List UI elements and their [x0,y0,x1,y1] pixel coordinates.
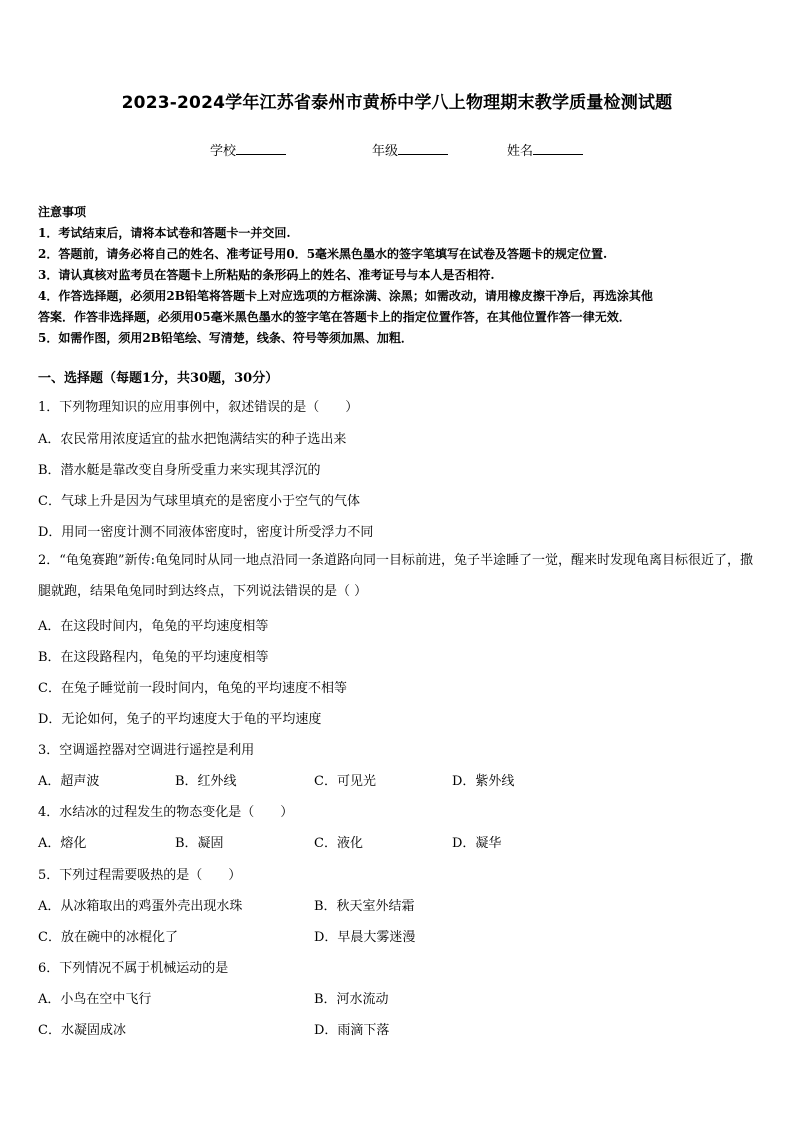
name-label: 姓名 [507,144,534,159]
question-2-stem: 2．“龟兔赛跑”新传:龟兔同时从同一地点沿同一条道路向同一目标前进，兔子半途睡了一觉，醒来时发现龟离目标很近了，撒腿就跑，结果龟兔同时到达终点，下列说法错误的是（ ） [38,553,753,599]
school-label: 学校 [210,144,237,159]
question-3-option-c: C．可见光 [314,774,376,789]
question-1-option-a: A．农民常用浓度适宜的盐水把饱满结实的种子选出来 [38,432,347,447]
notice-item: 1．考试结束后，请将本试卷和答题卡一并交回. [38,226,291,240]
notice-item: 2．答题前，请务必将自己的姓名、准考证号用0．5毫米黑色墨水的签字笔填写在试卷及答题卡的规定位置. [38,247,608,261]
question-3-stem: 3．空调遥控器对空调进行遥控是利用 [38,743,255,758]
section-heading: 一、选择题（每题1分，共30题，30分） [38,371,279,386]
grade-field[interactable] [372,140,448,159]
name-field[interactable] [507,140,583,159]
question-3-option-d: D．紫外线 [452,774,515,789]
question-2-option-c: C．在兔子睡觉前一段时间内，龟兔的平均速度不相等 [38,681,347,696]
notice-item: 5．如需作图，须用2B铅笔绘、写清楚，线条、符号等须加黑、加粗． [38,331,413,345]
school-blank [236,141,286,155]
question-2-option-d: D．无论如何，兔子的平均速度大于龟的平均速度 [38,712,322,727]
question-5-option-b: B．秋天室外结霜 [314,899,415,914]
grade-blank [398,141,448,155]
question-1-stem: 1．下列物理知识的应用事例中，叙述错误的是（ ） [38,400,359,415]
question-4-stem: 4．水结冰的过程发生的物态变化是（ ） [38,805,294,820]
question-6-stem: 6．下列情况不属于机械运动的是 [38,961,229,976]
question-2-option-a: A．在这段时间内，龟兔的平均速度相等 [38,619,269,634]
question-3-option-a: A．超声波 [38,774,100,789]
question-4-option-a: A．熔化 [38,836,87,851]
question-6-option-c: C．水凝固成冰 [38,1023,126,1038]
question-5-stem: 5．下列过程需要吸热的是（ ） [38,868,242,883]
notice-heading: 注意事项 [38,205,87,219]
question-1-option-b: B．潜水艇是靠改变自身所受重力来实现其浮沉的 [38,463,321,478]
question-4-option-d: D．凝华 [452,836,502,851]
question-3-option-b: B．红外线 [175,774,237,789]
school-field[interactable] [210,140,286,159]
question-5-option-d: D．早晨大雾迷漫 [314,930,416,945]
question-5-option-c: C．放在碗中的冰棍化了 [38,930,178,945]
notice-item: 4．作答选择题，必须用2B铅笔将答题卡上对应选项的方框涂满、涂黑；如需改动，请用橡皮擦干净后，再选涂其他 [38,289,653,303]
question-4-option-c: C．液化 [314,836,363,851]
question-5-option-a: A．从冰箱取出的鸡蛋外壳出现水珠 [38,899,243,914]
notice-item: 3．请认真核对监考员在答题卡上所粘贴的条形码上的姓名、准考证号与本人是否相符. [38,268,495,282]
notice-item: 答案．作答非选择题，必须用05毫米黑色墨水的签字笔在答题卡上的指定位置作答，在其他位置作答一律无效． [38,310,631,324]
name-blank [533,141,583,155]
question-1-option-c: C．气球上升是因为气球里填充的是密度小于空气的气体 [38,494,360,509]
grade-label: 年级 [372,144,399,159]
page-title: 2023-2024学年江苏省泰州市黄桥中学八上物理期末教学质量检测试题 [121,93,673,113]
question-6-option-b: B．河水流动 [314,992,389,1007]
question-6-option-a: A．小鸟在空中飞行 [38,992,152,1007]
question-4-option-b: B．凝固 [175,836,224,851]
question-6-option-d: D．雨滴下落 [314,1023,390,1038]
question-1-option-d: D．用同一密度计测不同液体密度时，密度计所受浮力不同 [38,525,374,540]
notice-block [38,202,758,349]
question-2-option-b: B．在这段路程内，龟兔的平均速度相等 [38,650,269,665]
